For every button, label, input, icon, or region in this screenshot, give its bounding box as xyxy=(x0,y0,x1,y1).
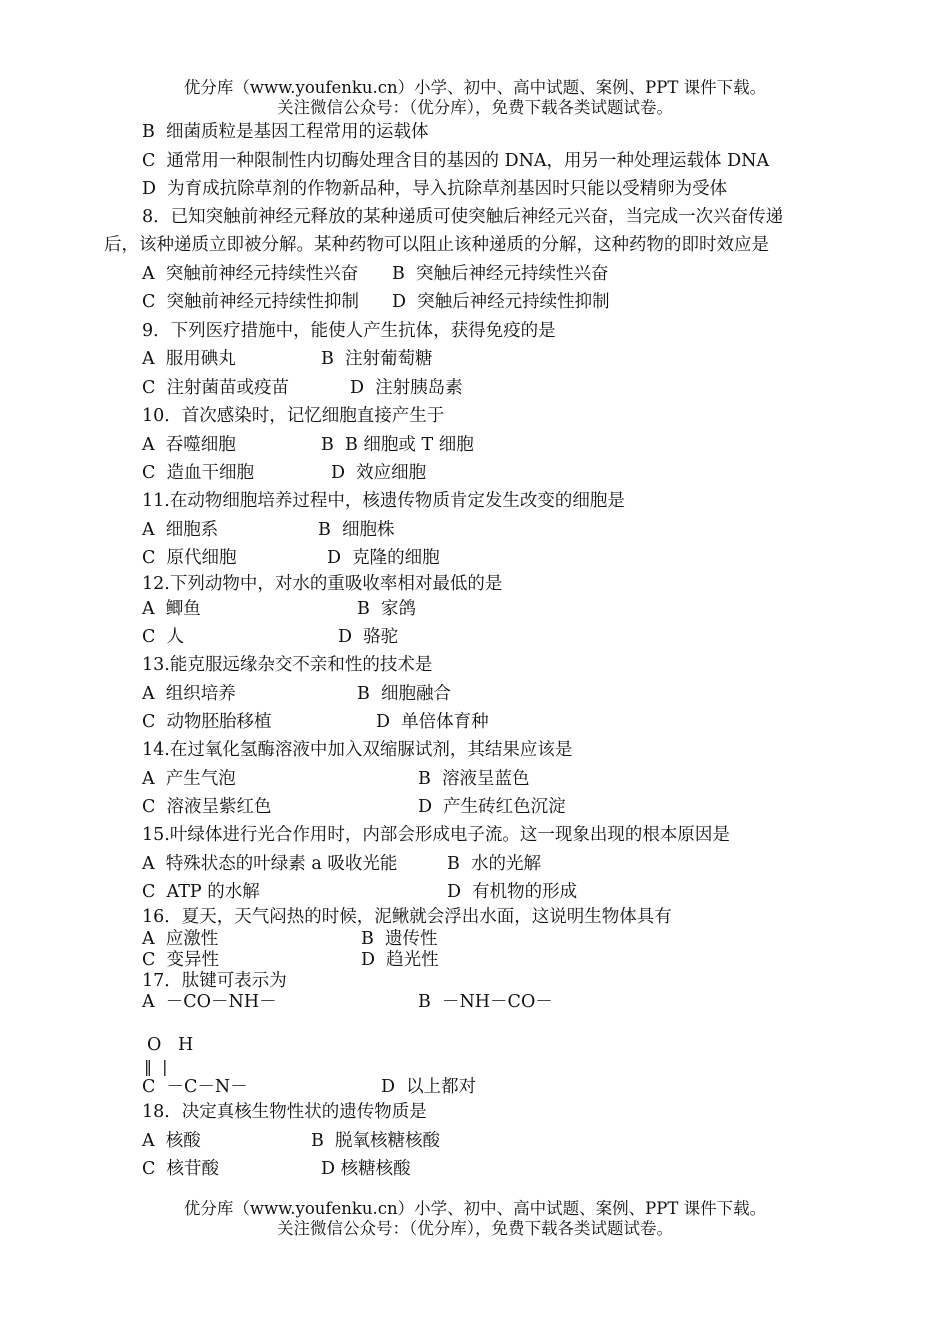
q15-stem: 15.叶绿体进行光合作用时，内部会形成电子流。这一现象出现的根本原因是 xyxy=(142,825,730,845)
q10-option-d: D 效应细胞 xyxy=(331,463,427,483)
q11-option-d: D 克隆的细胞 xyxy=(327,548,440,568)
q17-structure-bonds: ‖ | xyxy=(144,1057,168,1076)
q14-stem: 14.在过氧化氢酶溶液中加入双缩脲试剂，其结果应该是 xyxy=(142,740,573,760)
q15-option-d: D 有机物的形成 xyxy=(447,882,578,902)
q12-option-c: C 人 xyxy=(142,627,185,647)
q11-option-c: C 原代细胞 xyxy=(142,548,237,568)
q10-option-b: B B 细胞或 T 细胞 xyxy=(321,435,474,455)
q8-stem-line-2: 后，该种递质立即被分解。某种药物可以阻止该种递质的分解，这种药物的即时效应是 xyxy=(104,235,769,255)
q18-option-c: C 核苷酸 xyxy=(142,1159,220,1179)
q15-option-c: C ATP 的水解 xyxy=(142,882,260,902)
q17-stem: 17．肽键可表示为 xyxy=(142,971,287,991)
q10-stem: 10．首次感染时，记忆细胞直接产生于 xyxy=(142,406,445,426)
carryover-option-d: D 为育成抗除草剂的作物新品种，导入抗除草剂基因时只能以受精卵为受体 xyxy=(142,179,728,199)
q9-option-b: B 注射葡萄糖 xyxy=(321,349,433,369)
q8-option-d: D 突触后神经元持续性抑制 xyxy=(392,292,610,312)
q16-option-d: D 趋光性 xyxy=(361,950,439,970)
q17-option-c: C －C－N－ xyxy=(142,1077,248,1097)
q17-option-a: A －CO－NH－ xyxy=(142,992,277,1012)
q14-option-b: B 溶液呈蓝色 xyxy=(418,769,530,789)
q18-option-a: A 核酸 xyxy=(142,1131,201,1151)
q8-option-c: C 突触前神经元持续性抑制 xyxy=(142,292,360,312)
q16-option-a: A 应激性 xyxy=(142,929,219,949)
q14-option-d: D 产生砖红色沉淀 xyxy=(418,797,566,817)
header-line-1: 优分库（www.youfenku.cn）小学、初中、高中试题、案例、PPT 课件下载。 xyxy=(183,78,767,97)
q15-option-b: B 水的光解 xyxy=(447,854,541,874)
q13-option-b: B 细胞融合 xyxy=(357,684,451,704)
q13-option-a: A 组织培养 xyxy=(142,684,236,704)
q13-option-d: D 单倍体育种 xyxy=(376,712,489,732)
q12-option-b: B 家鸽 xyxy=(357,599,416,619)
q15-option-a: A 特殊状态的叶绿素 a 吸收光能 xyxy=(142,854,398,874)
q13-stem: 13.能克服远缘杂交不亲和性的技术是 xyxy=(142,655,433,675)
q10-option-c: C 造血干细胞 xyxy=(142,463,255,483)
q17-option-b: B －NH－CO－ xyxy=(418,992,553,1012)
header-line-2: 关注微信公众号：（优分库），免费下载各类试题试卷。 xyxy=(277,98,673,117)
q9-option-d: D 注射胰岛素 xyxy=(350,378,463,398)
q18-stem: 18．决定真核生物性状的遗传物质是 xyxy=(142,1102,427,1122)
q11-option-b: B 细胞株 xyxy=(318,520,395,540)
q14-option-c: C 溶液呈紫红色 xyxy=(142,797,272,817)
q9-stem: 9．下列医疗措施中，能使人产生抗体，获得免疫的是 xyxy=(142,321,556,341)
q13-option-c: C 动物胚胎移植 xyxy=(142,712,272,732)
q8-option-a: A 突触前神经元持续性兴奋 xyxy=(142,264,359,284)
q9-option-a: A 服用碘丸 xyxy=(142,349,236,369)
q16-stem: 16．夏天，天气闷热的时候，泥鳅就会浮出水面，这说明生物体具有 xyxy=(142,907,672,927)
q12-option-a: A 鲫鱼 xyxy=(142,599,201,619)
q11-stem: 11.在动物细胞培养过程中，核遗传物质肯定发生改变的细胞是 xyxy=(142,491,625,511)
q8-option-b: B 突触后神经元持续性兴奋 xyxy=(392,264,609,284)
q16-option-c: C 变异性 xyxy=(142,950,220,970)
q10-option-a: A 吞噬细胞 xyxy=(142,435,236,455)
q9-option-c: C 注射菌苗或疫苗 xyxy=(142,378,290,398)
q8-stem-line-1: 8．已知突触前神经元释放的某种递质可使突触后神经元兴奋，当完成一次兴奋传递 xyxy=(142,207,784,227)
q18-option-b: B 脱氧核糖核酸 xyxy=(311,1131,440,1151)
q17-structure-atoms: O H xyxy=(147,1035,194,1055)
q12-option-d: D 骆驼 xyxy=(338,627,399,647)
q12-stem: 12.下列动物中，对水的重吸收率相对最低的是 xyxy=(142,574,503,594)
q18-option-d: D 核糖核酸 xyxy=(321,1159,411,1179)
carryover-option-c: C 通常用一种限制性内切酶处理含目的基因的 DNA，用另一种处理运载体 DNA xyxy=(142,151,770,171)
q16-option-b: B 遗传性 xyxy=(361,929,438,949)
footer-line-2: 关注微信公众号：（优分库），免费下载各类试题试卷。 xyxy=(277,1219,673,1238)
q14-option-a: A 产生气泡 xyxy=(142,769,236,789)
carryover-option-b: B 细菌质粒是基因工程常用的运载体 xyxy=(142,122,429,142)
q17-option-d: D 以上都对 xyxy=(381,1077,477,1097)
footer-line-1: 优分库（www.youfenku.cn）小学、初中、高中试题、案例、PPT 课件下载。 xyxy=(183,1199,767,1218)
q11-option-a: A 细胞系 xyxy=(142,520,219,540)
